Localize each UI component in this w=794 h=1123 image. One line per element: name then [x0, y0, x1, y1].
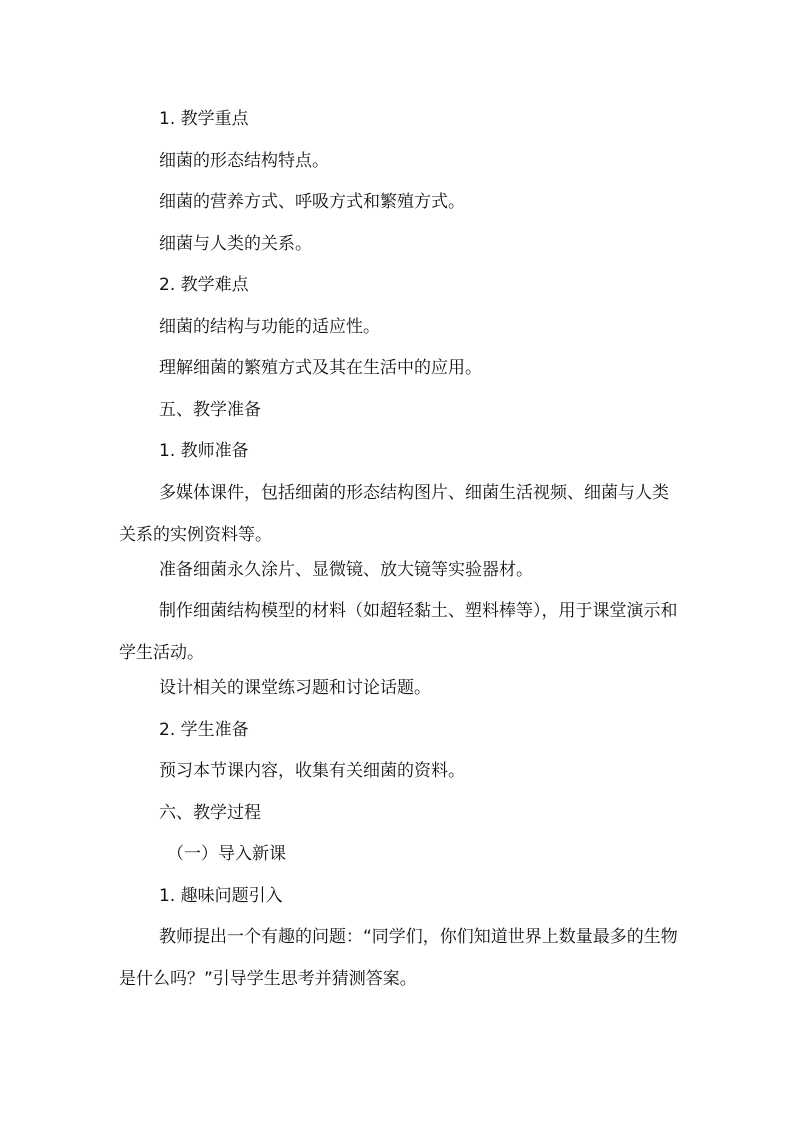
subsection-heading-introduction: （一）导入新课: [167, 844, 286, 864]
paragraph: 细菌的结构与功能的适应性。: [159, 316, 380, 337]
heading-teacher-preparation: 1. 教师准备: [159, 441, 249, 461]
paragraph: 细菌的形态结构特点。: [159, 150, 329, 171]
paragraph: 多媒体课件，包括细菌的形态结构图片、细菌生活视频、细菌与人类关系的实例资料等。: [119, 482, 669, 545]
paragraph: 制作细菌结构模型的材料（如超轻黏土、塑料棒等），用于课堂演示和学生活动。: [119, 601, 678, 663]
paragraph: 细菌与人类的关系。: [159, 233, 312, 254]
heading-teaching-focus: 1. 教学重点: [159, 109, 249, 129]
paragraph: 设计相关的课堂练习题和讨论话题。: [159, 678, 431, 698]
heading-teaching-difficulty: 2. 教学难点: [159, 275, 249, 295]
paragraph: 细菌的营养方式、呼吸方式和繁殖方式。: [159, 192, 465, 212]
paragraph: 预习本节课内容，收集有关细菌的资料。: [159, 761, 465, 781]
paragraph: 理解细菌的繁殖方式及其在生活中的应用。: [159, 358, 482, 378]
heading-fun-question: 1. 趣味问题引入: [159, 885, 283, 906]
section-heading-process: 六、教学过程: [159, 802, 261, 823]
section-heading-preparation: 五、教学准备: [159, 399, 261, 420]
paragraph: 准备细菌永久涂片、显微镜、放大镜等实验器材。: [159, 559, 533, 580]
paragraph: 教师提出一个有趣的问题：“同学们，你们知道世界上数量最多的生物是什么吗？”引导学生思考并猜测答案。: [119, 927, 678, 989]
document-body: [119, 104, 679, 999]
heading-student-preparation: 2. 学生准备: [159, 719, 249, 740]
